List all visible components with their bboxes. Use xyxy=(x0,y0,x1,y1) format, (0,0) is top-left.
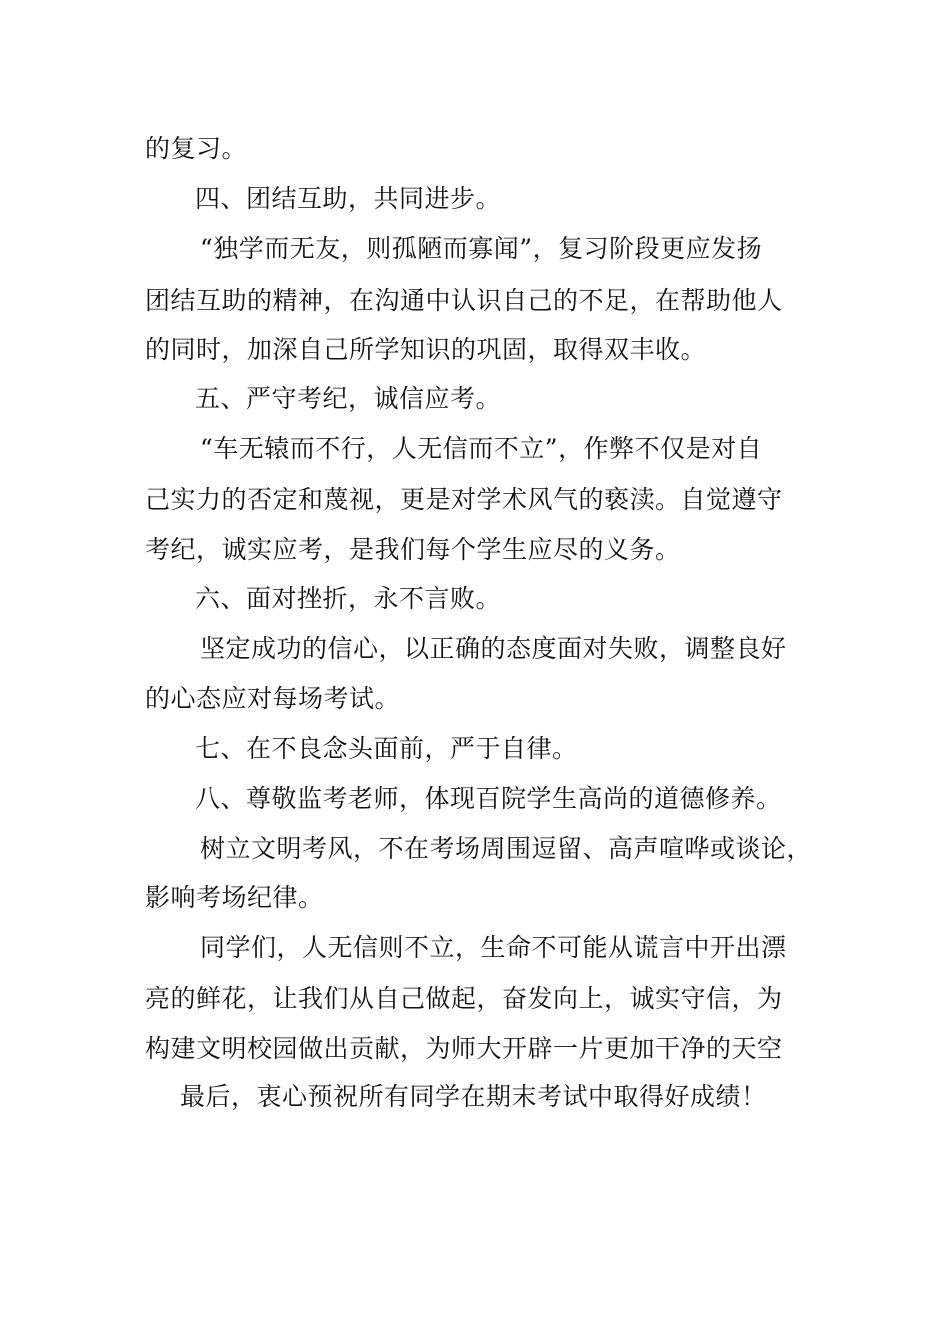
text-line: 同学们，人无信则不立，生命不可能从谎言中开出漂 xyxy=(200,933,787,962)
text-line: 的复习。 xyxy=(145,134,248,163)
text-line: 树立文明考风，不在考场周围逗留、高声喧哗或谈论， xyxy=(200,834,813,863)
closing-line: 最后，衷心预祝所有同学在期末考试中取得好成绩！ xyxy=(180,1082,767,1111)
text-line: 考纪，诚实应考，是我们每个学生应尽的义务。 xyxy=(145,535,681,564)
text-line: 团结互助的精神，在沟通中认识自己的不足，在帮助他人 xyxy=(145,286,783,315)
section-heading-4: 四、团结互助，共同进步。 xyxy=(195,184,502,213)
section-heading-7: 七、在不良念头面前，严于自律。 xyxy=(195,734,578,763)
text-line: 构建文明校园做出贡献，为师大开辟一片更加干净的天空 xyxy=(145,1034,783,1063)
text-line: 亮的鲜花，让我们从自己做起，奋发向上，诚实守信，为 xyxy=(145,984,783,1013)
text-line: 影响考场纪律。 xyxy=(145,883,324,912)
text-line: “车无辕而不行，人无信而不立”，作弊不仅是对自 xyxy=(200,434,763,463)
text-line: 的心态应对每场考试。 xyxy=(145,684,401,713)
text-line: “独学而无友，则孤陋而寡闻”，复习阶段更应发扬 xyxy=(200,234,763,263)
section-heading-6: 六、面对挫折，永不言败。 xyxy=(195,584,502,613)
section-heading-8: 八、尊敬监考老师，体现百院学生高尚的道德修养。 xyxy=(195,784,782,813)
section-heading-5: 五、严守考纪，诚信应考。 xyxy=(195,384,502,413)
text-line: 的同时，加深自己所学知识的巩固，取得双丰收。 xyxy=(145,335,707,364)
text-line: 己实力的否定和蔑视，更是对学术风气的亵渎。自觉遵守 xyxy=(145,485,783,514)
text-line: 坚定成功的信心，以正确的态度面对失败，调整良好 xyxy=(200,634,787,663)
